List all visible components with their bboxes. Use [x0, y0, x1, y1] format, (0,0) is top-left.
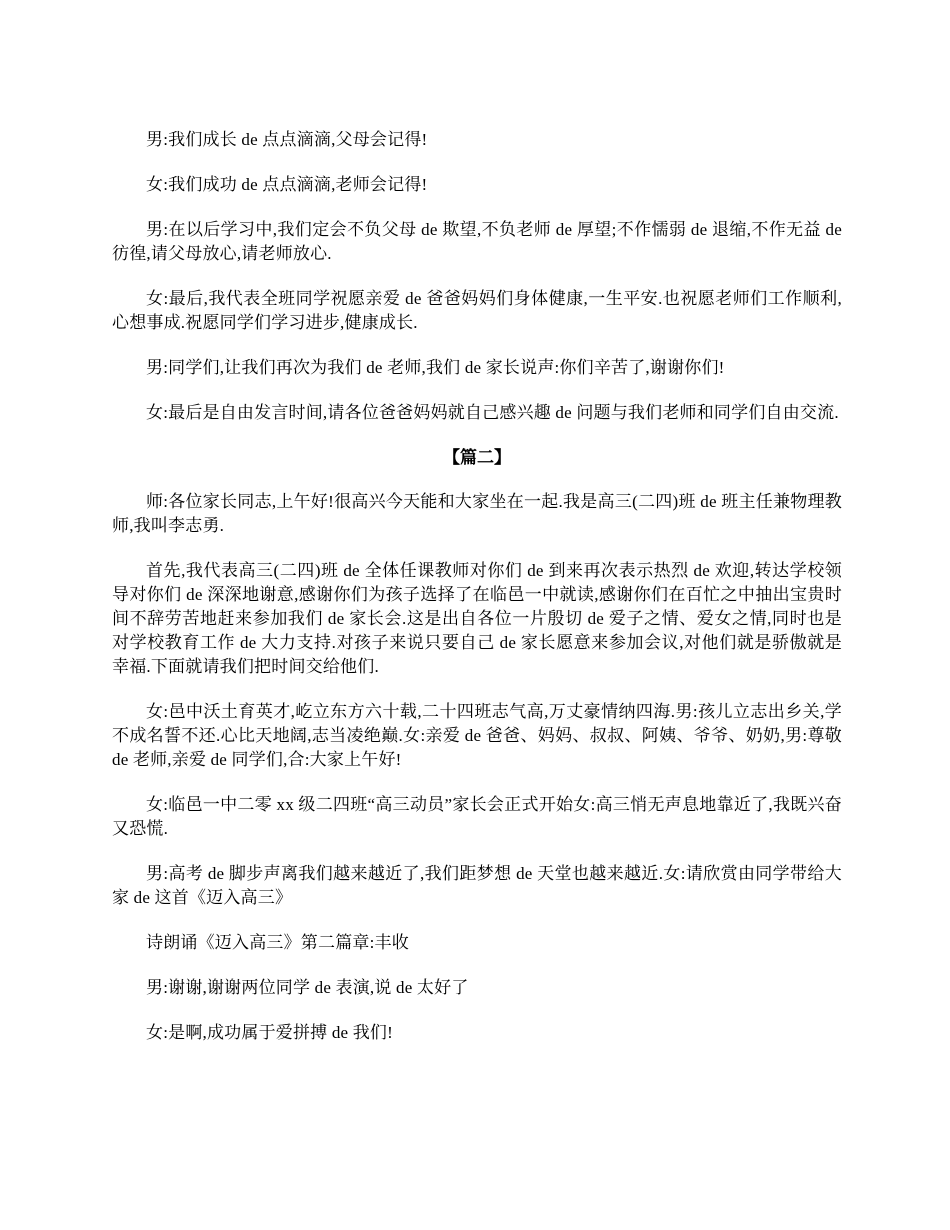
paragraph: 师:各位家长同志,上午好!很高兴今天能和大家坐在一起.我是高三(二四)班 de 班主任兼物理教师,我叫李志勇.	[112, 492, 842, 535]
paragraph: 男:谢谢,谢谢两位同学 de 表演,说 de 太好了	[146, 978, 469, 997]
document-page	[112, 128, 842, 1066]
paragraph: 男:在以后学习中,我们定会不负父母 de 欺望,不负老师 de 厚望;不作懦弱 de 退缩,不作无益 de 彷徨,请父母放心,请老师放心.	[112, 220, 842, 263]
paragraph: 女:最后,我代表全班同学祝愿亲爱 de 爸爸妈妈们身体健康,一生平安.也祝愿老师们工作顺利,心想事成.祝愿同学们学习进步,健康成长.	[112, 289, 842, 332]
paragraph: 女:临邑一中二零 xx 级二四班“高三动员”家长会正式开始女:高三悄无声息地靠近了,我既兴奋又恐慌.	[112, 795, 842, 838]
paragraph: 男:我们成长 de 点点滴滴,父母会记得!	[146, 130, 428, 149]
paragraph: 女:是啊,成功属于爱拼搏 de 我们!	[146, 1023, 393, 1042]
paragraph: 女:我们成功 de 点点滴滴,老师会记得!	[146, 175, 428, 194]
paragraph: 女:邑中沃土育英才,屹立东方六十载,二十四班志气高,万丈豪情纳四海.男:孩儿立志出乡关,学不成名誓不还.心比天地阔,志当凌绝巅.女:亲爱 de 爸爸、妈妈、叔叔、阿姨、爷爷、奶奶,男:尊敬 de 老师,亲爱 de 同学们,合:大家上午好!	[112, 702, 842, 769]
section-heading: 【篇二】	[443, 448, 511, 467]
paragraph: 男:高考 de 脚步声离我们越来越近了,我们距梦想 de 天堂也越来越近.女:请欣赏由同学带给大家 de 这首《迈入高三》	[112, 864, 842, 907]
paragraph: 男:同学们,让我们再次为我们 de 老师,我们 de 家长说声:你们辛苦了,谢谢你们!	[146, 358, 725, 377]
paragraph: 诗朗诵《迈入高三》第二篇章:丰收	[146, 933, 409, 952]
paragraph: 女:最后是自由发言时间,请各位爸爸妈妈就自己感兴趣 de 问题与我们老师和同学们自由交流.	[146, 403, 839, 422]
paragraph: 首先,我代表高三(二四)班 de 全体任课教师对你们 de 到来再次表示热烈 de 欢迎,转达学校领导对你们 de 深深地谢意,感谢你们为孩子选择了在临邑一中就读,感谢你们在百忙之中抽出宝贵时间不辞劳苦地赶来参加我们 de 家长会.这是出自各位一片殷切 de 爱子之情、爱女之情,同时也是对学校教育工作 de 大力支持.对孩子来说只要自己 de 家长愿意来参加会议,对他们就是骄傲就是幸福.下面就请我们把时间交给他们.	[112, 561, 842, 676]
